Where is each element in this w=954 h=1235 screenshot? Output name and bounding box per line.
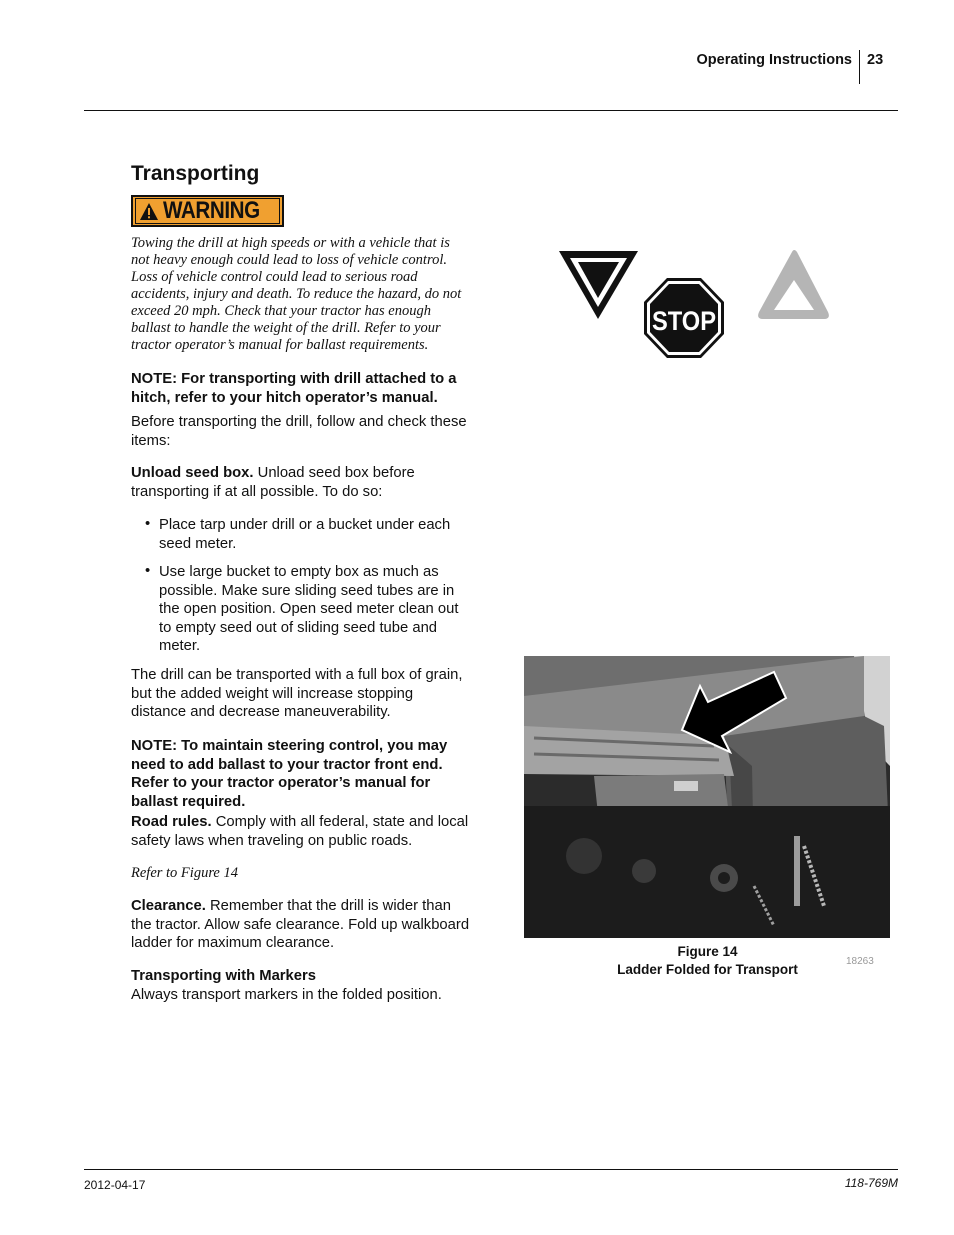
- bullet-marker: •: [145, 563, 151, 579]
- footer-date: 2012-04-17: [84, 1178, 146, 1192]
- yield-sign-icon: [559, 251, 638, 319]
- clearance-paragraph: [131, 897, 471, 953]
- ladder-folded-photo: [524, 656, 890, 938]
- warning-body: Towing the drill at high speeds or with a vehicle that is not heavy enough could lead to loss of vehicle control. Loss of vehicle control could lead to serious road accidents, injury and death. To reduce the hazard, do not exceed 20 mph. Check that your tractor has enough ballast to handle the weight of the drill. Refer to your tractor operator’s manual for ballast requirements.: [131, 235, 462, 353]
- figure-caption: [600, 943, 815, 979]
- figure-reference: Refer to Figure 14: [131, 865, 238, 881]
- bullet-marker: •: [145, 516, 151, 532]
- markers-text: Always transport markers in the folded position.: [131, 987, 442, 1003]
- footer-rule: [84, 1169, 898, 1170]
- road-rules-paragraph: [131, 813, 471, 850]
- warning-label-text: WARNING: [163, 197, 260, 224]
- slow-moving-vehicle-sign-icon: [758, 250, 829, 319]
- note-hitch: NOTE: For transporting with drill attached to a hitch, refer to your hitch operator’s manual.: [131, 371, 457, 406]
- road-rules-text: Comply with all federal, state and local safety laws when traveling on public roads.: [131, 814, 469, 849]
- warning-triangle-icon: [139, 202, 159, 221]
- header-rule: [84, 110, 898, 111]
- traffic-signs-illustration: [556, 248, 836, 360]
- warning-label: [131, 195, 284, 227]
- page-number: 23: [867, 52, 884, 68]
- note-ballast: NOTE: To maintain steering control, you may need to add ballast to your tractor front end. Refer to your tractor operator’s manual for ballast required.: [131, 738, 448, 810]
- clearance-text: Remember that the drill is wider than the tractor. Allow safe clearance. Fold up walkboard ladder for maximum clearance.: [131, 898, 470, 951]
- list-item: Place tarp under drill or a bucket under each seed meter.: [159, 517, 451, 552]
- image-id: 18263: [846, 956, 874, 967]
- stop-sign-icon: [644, 278, 724, 358]
- footer-doc-number: 118-769M: [844, 1176, 898, 1190]
- markers-heading: Transporting with Markers: [131, 968, 316, 984]
- header-divider: [859, 50, 860, 84]
- figure-title: Ladder Folded for Transport: [617, 962, 798, 977]
- header-section-title: Operating Instructions: [696, 52, 852, 68]
- unload-paragraph: [131, 464, 471, 501]
- unload-lead: Unload seed box.: [131, 465, 254, 481]
- full-box-text: The drill can be transported with a full box of grain, but the added weight will increase stopping distance and decrease maneuverability.: [131, 667, 463, 720]
- intro-text: Before transporting the drill, follow and check these items:: [131, 414, 467, 449]
- section-title: Transporting: [131, 162, 260, 185]
- list-item: Use large bucket to empty box as much as possible. Make sure sliding seed tubes are in the open position. Open seed meter clean out to empty seed out of sliding seed tube and meter.: [159, 564, 459, 654]
- stop-sign-label: STOP: [652, 306, 716, 336]
- road-rules-lead: Road rules.: [131, 814, 212, 830]
- figure-number: Figure 14: [677, 944, 738, 959]
- unload-text: Unload seed box before transporting if at all possible. To do so:: [131, 465, 415, 500]
- clearance-lead: Clearance.: [131, 898, 206, 914]
